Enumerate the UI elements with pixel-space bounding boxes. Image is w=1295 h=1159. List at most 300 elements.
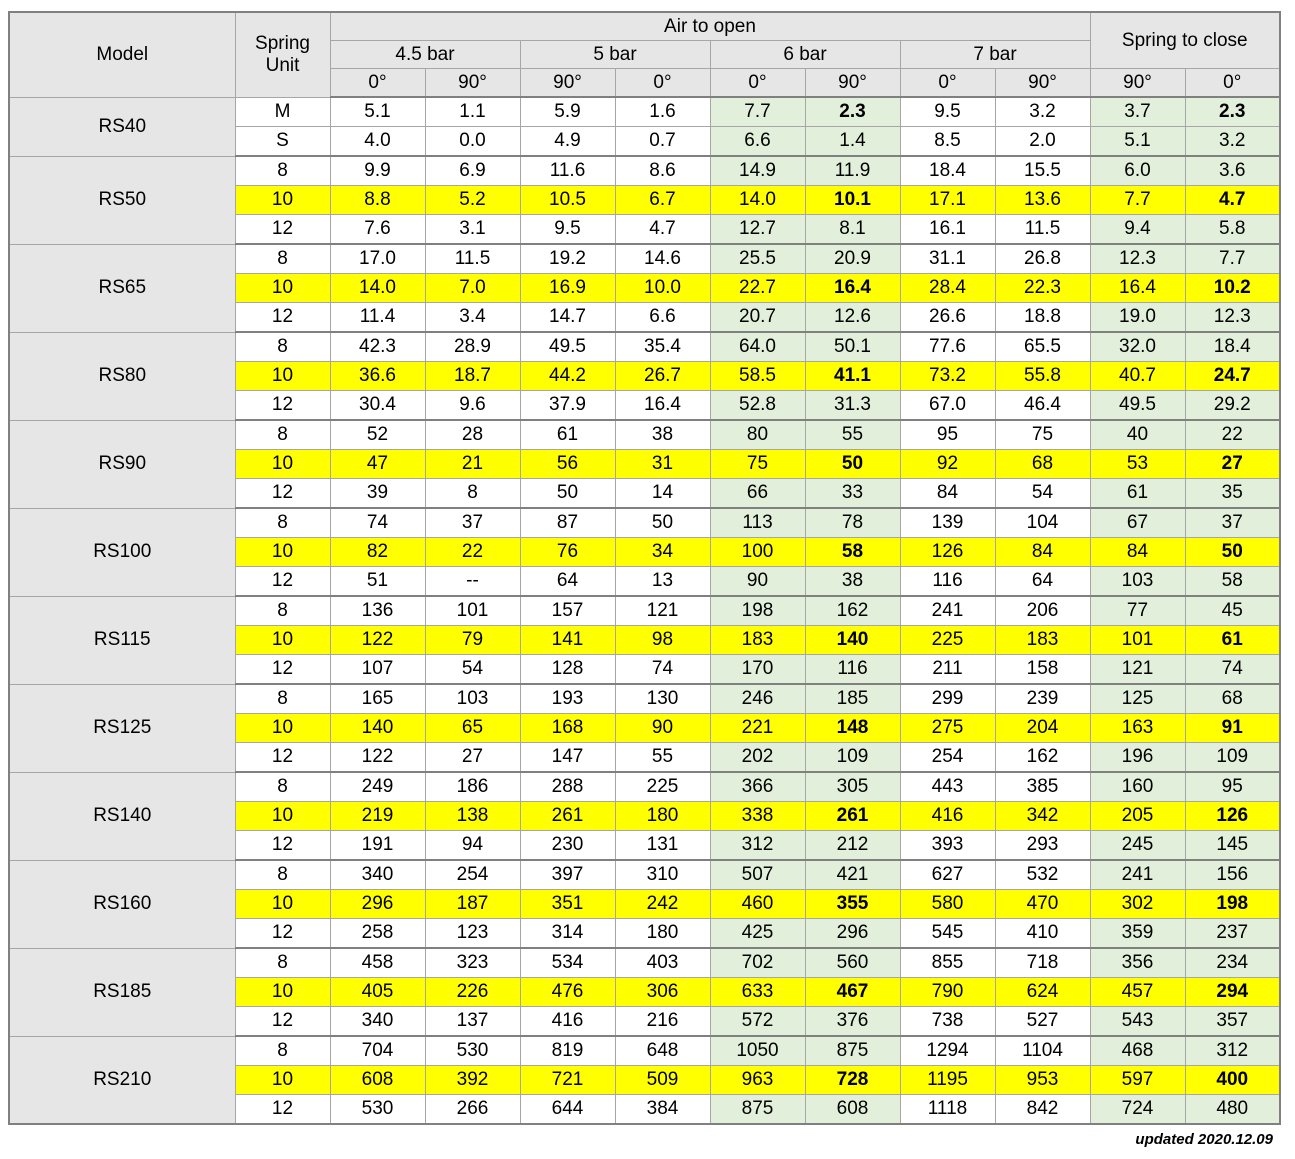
value-cell: 16.4 bbox=[805, 274, 900, 303]
value-cell: 9.9 bbox=[330, 156, 425, 186]
spring-unit-cell: 12 bbox=[235, 215, 330, 245]
model-cell: RS140 bbox=[9, 772, 235, 860]
value-cell: 10.0 bbox=[615, 274, 710, 303]
value-cell: 225 bbox=[900, 626, 995, 655]
value-cell: 31.3 bbox=[805, 391, 900, 421]
value-cell: 359 bbox=[1090, 919, 1185, 949]
value-cell: 480 bbox=[1185, 1095, 1280, 1125]
spring-unit-cell: 8 bbox=[235, 860, 330, 890]
header-angle: 90° bbox=[520, 69, 615, 98]
value-cell: 299 bbox=[900, 684, 995, 714]
value-cell: 963 bbox=[710, 1066, 805, 1095]
value-cell: 19.0 bbox=[1090, 303, 1185, 333]
model-cell: RS80 bbox=[9, 332, 235, 420]
value-cell: 191 bbox=[330, 831, 425, 861]
value-cell: 7.6 bbox=[330, 215, 425, 245]
value-cell: 14.0 bbox=[710, 186, 805, 215]
value-cell: 22 bbox=[425, 538, 520, 567]
value-cell: 2.3 bbox=[1185, 97, 1280, 127]
value-cell: 64 bbox=[995, 567, 1090, 597]
value-cell: 21 bbox=[425, 450, 520, 479]
value-cell: 12.3 bbox=[1185, 303, 1280, 333]
value-cell: 90 bbox=[615, 714, 710, 743]
value-cell: 543 bbox=[1090, 1007, 1185, 1037]
value-cell: 55 bbox=[805, 420, 900, 450]
header-pressure: 6 bar bbox=[710, 41, 900, 69]
value-cell: 84 bbox=[995, 538, 1090, 567]
value-cell: 121 bbox=[615, 596, 710, 626]
value-cell: 79 bbox=[425, 626, 520, 655]
table-row bbox=[9, 508, 1280, 538]
table-row bbox=[9, 684, 1280, 714]
value-cell: 36.6 bbox=[330, 362, 425, 391]
value-cell: 202 bbox=[710, 743, 805, 773]
value-cell: 842 bbox=[995, 1095, 1090, 1125]
value-cell: 608 bbox=[330, 1066, 425, 1095]
value-cell: 58.5 bbox=[710, 362, 805, 391]
value-cell: 18.4 bbox=[900, 156, 995, 186]
value-cell: 74 bbox=[330, 508, 425, 538]
value-cell: 145 bbox=[1185, 831, 1280, 861]
value-cell: 237 bbox=[1185, 919, 1280, 949]
value-cell: 16.4 bbox=[1090, 274, 1185, 303]
value-cell: 323 bbox=[425, 948, 520, 978]
table-row bbox=[9, 244, 1280, 274]
value-cell: 241 bbox=[900, 596, 995, 626]
value-cell: 52 bbox=[330, 420, 425, 450]
spring-unit-cell: 12 bbox=[235, 655, 330, 685]
value-cell: 8 bbox=[425, 479, 520, 509]
table-row bbox=[9, 596, 1280, 626]
value-cell: 458 bbox=[330, 948, 425, 978]
value-cell: 55.8 bbox=[995, 362, 1090, 391]
value-cell: 50 bbox=[1185, 538, 1280, 567]
value-cell: 6.0 bbox=[1090, 156, 1185, 186]
spring-unit-cell: 12 bbox=[235, 831, 330, 861]
value-cell: 58 bbox=[1185, 567, 1280, 597]
value-cell: 9.5 bbox=[520, 215, 615, 245]
value-cell: 627 bbox=[900, 860, 995, 890]
spring-unit-cell: 8 bbox=[235, 332, 330, 362]
value-cell: 160 bbox=[1090, 772, 1185, 802]
value-cell: 1050 bbox=[710, 1036, 805, 1066]
value-cell: 212 bbox=[805, 831, 900, 861]
value-cell: 530 bbox=[425, 1036, 520, 1066]
spring-unit-cell: 10 bbox=[235, 626, 330, 655]
value-cell: 50 bbox=[805, 450, 900, 479]
value-cell: 10.1 bbox=[805, 186, 900, 215]
value-cell: 6.6 bbox=[615, 303, 710, 333]
header-spring-unit-line1: Spring bbox=[255, 32, 310, 54]
value-cell: 14 bbox=[615, 479, 710, 509]
value-cell: 312 bbox=[710, 831, 805, 861]
value-cell: 31 bbox=[615, 450, 710, 479]
value-cell: 45 bbox=[1185, 596, 1280, 626]
value-cell: 22.3 bbox=[995, 274, 1090, 303]
value-cell: 122 bbox=[330, 743, 425, 773]
value-cell: 77.6 bbox=[900, 332, 995, 362]
value-cell: 416 bbox=[900, 802, 995, 831]
value-cell: 230 bbox=[520, 831, 615, 861]
value-cell: 46.4 bbox=[995, 391, 1090, 421]
spring-unit-cell: 10 bbox=[235, 186, 330, 215]
value-cell: 170 bbox=[710, 655, 805, 685]
value-cell: 385 bbox=[995, 772, 1090, 802]
value-cell: 58 bbox=[805, 538, 900, 567]
value-cell: 225 bbox=[615, 772, 710, 802]
value-cell: 1.4 bbox=[805, 127, 900, 157]
value-cell: 357 bbox=[1185, 1007, 1280, 1037]
value-cell: 1104 bbox=[995, 1036, 1090, 1066]
model-cell: RS65 bbox=[9, 244, 235, 332]
value-cell: 296 bbox=[330, 890, 425, 919]
value-cell: 29.2 bbox=[1185, 391, 1280, 421]
value-cell: 249 bbox=[330, 772, 425, 802]
spring-unit-cell: 10 bbox=[235, 802, 330, 831]
value-cell: 116 bbox=[805, 655, 900, 685]
spring-unit-cell: 8 bbox=[235, 772, 330, 802]
value-cell: 14.0 bbox=[330, 274, 425, 303]
value-cell: 221 bbox=[710, 714, 805, 743]
value-cell: 125 bbox=[1090, 684, 1185, 714]
spring-unit-cell: 8 bbox=[235, 244, 330, 274]
value-cell: 468 bbox=[1090, 1036, 1185, 1066]
value-cell: 32.0 bbox=[1090, 332, 1185, 362]
value-cell: 8.1 bbox=[805, 215, 900, 245]
value-cell: 54 bbox=[425, 655, 520, 685]
table-row bbox=[9, 420, 1280, 450]
header-pressure: 4.5 bar bbox=[330, 41, 520, 69]
table-row bbox=[9, 1036, 1280, 1066]
value-cell: 180 bbox=[615, 802, 710, 831]
value-cell: 66 bbox=[710, 479, 805, 509]
value-cell: 128 bbox=[520, 655, 615, 685]
value-cell: 8.5 bbox=[900, 127, 995, 157]
value-cell: 147 bbox=[520, 743, 615, 773]
torque-table bbox=[8, 11, 1281, 1125]
spring-unit-cell: 12 bbox=[235, 919, 330, 949]
value-cell: 17.0 bbox=[330, 244, 425, 274]
value-cell: 875 bbox=[805, 1036, 900, 1066]
value-cell: 403 bbox=[615, 948, 710, 978]
value-cell: 50.1 bbox=[805, 332, 900, 362]
value-cell: 187 bbox=[425, 890, 520, 919]
value-cell: 67 bbox=[1090, 508, 1185, 538]
value-cell: 4.0 bbox=[330, 127, 425, 157]
value-cell: 80 bbox=[710, 420, 805, 450]
value-cell: 30.4 bbox=[330, 391, 425, 421]
value-cell: 40 bbox=[1090, 420, 1185, 450]
value-cell: 3.7 bbox=[1090, 97, 1185, 127]
value-cell: 61 bbox=[1090, 479, 1185, 509]
spring-unit-cell: 12 bbox=[235, 391, 330, 421]
model-cell: RS160 bbox=[9, 860, 235, 948]
spring-unit-cell: 10 bbox=[235, 890, 330, 919]
value-cell: 14.7 bbox=[520, 303, 615, 333]
value-cell: 393 bbox=[900, 831, 995, 861]
value-cell: 340 bbox=[330, 1007, 425, 1037]
value-cell: 73.2 bbox=[900, 362, 995, 391]
value-cell: 239 bbox=[995, 684, 1090, 714]
value-cell: 254 bbox=[900, 743, 995, 773]
value-cell: 702 bbox=[710, 948, 805, 978]
value-cell: 183 bbox=[710, 626, 805, 655]
value-cell: 52.8 bbox=[710, 391, 805, 421]
table-row bbox=[9, 332, 1280, 362]
value-cell: 14.6 bbox=[615, 244, 710, 274]
header-pressure: 5 bar bbox=[520, 41, 710, 69]
value-cell: 39 bbox=[330, 479, 425, 509]
header-angle: 0° bbox=[900, 69, 995, 98]
value-cell: 11.9 bbox=[805, 156, 900, 186]
value-cell: 40.7 bbox=[1090, 362, 1185, 391]
value-cell: 355 bbox=[805, 890, 900, 919]
value-cell: 103 bbox=[425, 684, 520, 714]
value-cell: 7.0 bbox=[425, 274, 520, 303]
value-cell: 1195 bbox=[900, 1066, 995, 1095]
value-cell: 216 bbox=[615, 1007, 710, 1037]
value-cell: 338 bbox=[710, 802, 805, 831]
value-cell: 198 bbox=[1185, 890, 1280, 919]
value-cell: 22 bbox=[1185, 420, 1280, 450]
value-cell: 5.1 bbox=[1090, 127, 1185, 157]
value-cell: 242 bbox=[615, 890, 710, 919]
value-cell: 704 bbox=[330, 1036, 425, 1066]
value-cell: 3.2 bbox=[995, 97, 1090, 127]
value-cell: 425 bbox=[710, 919, 805, 949]
value-cell: 22.7 bbox=[710, 274, 805, 303]
value-cell: 168 bbox=[520, 714, 615, 743]
value-cell: 9.6 bbox=[425, 391, 520, 421]
value-cell: 116 bbox=[900, 567, 995, 597]
value-cell: 156 bbox=[1185, 860, 1280, 890]
model-cell: RS100 bbox=[9, 508, 235, 596]
header-air-to-open: Air to open bbox=[330, 12, 1090, 41]
value-cell: 1.1 bbox=[425, 97, 520, 127]
value-cell: 20.7 bbox=[710, 303, 805, 333]
value-cell: 560 bbox=[805, 948, 900, 978]
value-cell: 9.4 bbox=[1090, 215, 1185, 245]
value-cell: 104 bbox=[995, 508, 1090, 538]
value-cell: 376 bbox=[805, 1007, 900, 1037]
value-cell: 875 bbox=[710, 1095, 805, 1125]
value-cell: 28.4 bbox=[900, 274, 995, 303]
value-cell: 74 bbox=[1185, 655, 1280, 685]
value-cell: 82 bbox=[330, 538, 425, 567]
model-cell: RS40 bbox=[9, 97, 235, 156]
value-cell: 211 bbox=[900, 655, 995, 685]
value-cell: 95 bbox=[1185, 772, 1280, 802]
spring-unit-cell: 10 bbox=[235, 450, 330, 479]
spring-unit-cell: 12 bbox=[235, 743, 330, 773]
value-cell: 95 bbox=[900, 420, 995, 450]
value-cell: 34 bbox=[615, 538, 710, 567]
value-cell: 443 bbox=[900, 772, 995, 802]
header-angle: 90° bbox=[805, 69, 900, 98]
value-cell: 50 bbox=[520, 479, 615, 509]
value-cell: 855 bbox=[900, 948, 995, 978]
table-row bbox=[9, 156, 1280, 186]
value-cell: 113 bbox=[710, 508, 805, 538]
value-cell: 92 bbox=[900, 450, 995, 479]
value-cell: 421 bbox=[805, 860, 900, 890]
spring-unit-cell: 10 bbox=[235, 274, 330, 303]
value-cell: 186 bbox=[425, 772, 520, 802]
value-cell: 26.7 bbox=[615, 362, 710, 391]
model-cell: RS115 bbox=[9, 596, 235, 684]
model-cell: RS210 bbox=[9, 1036, 235, 1124]
value-cell: 7.7 bbox=[1090, 186, 1185, 215]
spring-unit-cell: 10 bbox=[235, 362, 330, 391]
value-cell: 140 bbox=[805, 626, 900, 655]
value-cell: 1118 bbox=[900, 1095, 995, 1125]
model-cell: RS185 bbox=[9, 948, 235, 1036]
value-cell: 819 bbox=[520, 1036, 615, 1066]
value-cell: 6.6 bbox=[710, 127, 805, 157]
value-cell: 123 bbox=[425, 919, 520, 949]
header-angle: 90° bbox=[995, 69, 1090, 98]
spring-unit-cell: 8 bbox=[235, 684, 330, 714]
value-cell: 460 bbox=[710, 890, 805, 919]
value-cell: 384 bbox=[615, 1095, 710, 1125]
value-cell: 56 bbox=[520, 450, 615, 479]
value-cell: 5.2 bbox=[425, 186, 520, 215]
value-cell: 457 bbox=[1090, 978, 1185, 1007]
value-cell: 27 bbox=[1185, 450, 1280, 479]
value-cell: 61 bbox=[520, 420, 615, 450]
value-cell: 254 bbox=[425, 860, 520, 890]
value-cell: 131 bbox=[615, 831, 710, 861]
value-cell: 527 bbox=[995, 1007, 1090, 1037]
value-cell: 4.7 bbox=[1185, 186, 1280, 215]
value-cell: 25.5 bbox=[710, 244, 805, 274]
value-cell: 136 bbox=[330, 596, 425, 626]
header-pressure: 7 bar bbox=[900, 41, 1090, 69]
value-cell: 18.7 bbox=[425, 362, 520, 391]
header-model: Model bbox=[9, 12, 235, 97]
value-cell: 405 bbox=[330, 978, 425, 1007]
value-cell: 245 bbox=[1090, 831, 1185, 861]
value-cell: 35.4 bbox=[615, 332, 710, 362]
value-cell: 122 bbox=[330, 626, 425, 655]
value-cell: 534 bbox=[520, 948, 615, 978]
value-cell: 61 bbox=[1185, 626, 1280, 655]
value-cell: 17.1 bbox=[900, 186, 995, 215]
value-cell: 138 bbox=[425, 802, 520, 831]
value-cell: 84 bbox=[1090, 538, 1185, 567]
value-cell: 33 bbox=[805, 479, 900, 509]
value-cell: 137 bbox=[425, 1007, 520, 1037]
updated-note: updated 2020.12.09 bbox=[1135, 1131, 1273, 1148]
value-cell: 644 bbox=[520, 1095, 615, 1125]
spring-unit-cell: S bbox=[235, 127, 330, 157]
value-cell: 530 bbox=[330, 1095, 425, 1125]
value-cell: 109 bbox=[1185, 743, 1280, 773]
value-cell: 4.9 bbox=[520, 127, 615, 157]
value-cell: 126 bbox=[900, 538, 995, 567]
value-cell: 3.4 bbox=[425, 303, 520, 333]
value-cell: 76 bbox=[520, 538, 615, 567]
value-cell: 12.6 bbox=[805, 303, 900, 333]
value-cell: 42.3 bbox=[330, 332, 425, 362]
value-cell: 162 bbox=[805, 596, 900, 626]
value-cell: 126 bbox=[1185, 802, 1280, 831]
value-cell: 107 bbox=[330, 655, 425, 685]
value-cell: 16.1 bbox=[900, 215, 995, 245]
value-cell: 78 bbox=[805, 508, 900, 538]
value-cell: 8.8 bbox=[330, 186, 425, 215]
spring-unit-cell: M bbox=[235, 97, 330, 127]
value-cell: 580 bbox=[900, 890, 995, 919]
spring-unit-cell: 8 bbox=[235, 1036, 330, 1066]
value-cell: 16.9 bbox=[520, 274, 615, 303]
value-cell: 718 bbox=[995, 948, 1090, 978]
value-cell: 11.6 bbox=[520, 156, 615, 186]
spring-unit-cell: 8 bbox=[235, 948, 330, 978]
header-angle: 0° bbox=[1185, 69, 1280, 98]
value-cell: 2.0 bbox=[995, 127, 1090, 157]
value-cell: 65 bbox=[425, 714, 520, 743]
value-cell: 47 bbox=[330, 450, 425, 479]
value-cell: 68 bbox=[1185, 684, 1280, 714]
value-cell: 205 bbox=[1090, 802, 1185, 831]
header-angle: 90° bbox=[1090, 69, 1185, 98]
spring-unit-cell: 8 bbox=[235, 508, 330, 538]
value-cell: 37.9 bbox=[520, 391, 615, 421]
value-cell: 130 bbox=[615, 684, 710, 714]
value-cell: 261 bbox=[520, 802, 615, 831]
value-cell: 101 bbox=[425, 596, 520, 626]
value-cell: 28.9 bbox=[425, 332, 520, 362]
value-cell: 206 bbox=[995, 596, 1090, 626]
value-cell: 6.9 bbox=[425, 156, 520, 186]
value-cell: 545 bbox=[900, 919, 995, 949]
value-cell: 275 bbox=[900, 714, 995, 743]
value-cell: 37 bbox=[425, 508, 520, 538]
value-cell: 158 bbox=[995, 655, 1090, 685]
value-cell: 410 bbox=[995, 919, 1090, 949]
value-cell: 91 bbox=[1185, 714, 1280, 743]
value-cell: 366 bbox=[710, 772, 805, 802]
value-cell: 193 bbox=[520, 684, 615, 714]
value-cell: 140 bbox=[330, 714, 425, 743]
value-cell: 9.5 bbox=[900, 97, 995, 127]
value-cell: 8.6 bbox=[615, 156, 710, 186]
value-cell: 219 bbox=[330, 802, 425, 831]
value-cell: 49.5 bbox=[1090, 391, 1185, 421]
value-cell: 84 bbox=[900, 479, 995, 509]
table-row bbox=[9, 772, 1280, 802]
spring-unit-cell: 8 bbox=[235, 420, 330, 450]
table-header bbox=[9, 12, 1280, 97]
value-cell: 101 bbox=[1090, 626, 1185, 655]
value-cell: 165 bbox=[330, 684, 425, 714]
value-cell: 3.1 bbox=[425, 215, 520, 245]
value-cell: 241 bbox=[1090, 860, 1185, 890]
value-cell: 790 bbox=[900, 978, 995, 1007]
value-cell: 728 bbox=[805, 1066, 900, 1095]
header-angle: 0° bbox=[330, 69, 425, 98]
value-cell: 6.7 bbox=[615, 186, 710, 215]
spring-unit-cell: 12 bbox=[235, 1007, 330, 1037]
value-cell: 148 bbox=[805, 714, 900, 743]
value-cell: 41.1 bbox=[805, 362, 900, 391]
value-cell: 226 bbox=[425, 978, 520, 1007]
spring-unit-cell: 12 bbox=[235, 567, 330, 597]
value-cell: 180 bbox=[615, 919, 710, 949]
value-cell: 103 bbox=[1090, 567, 1185, 597]
spring-unit-cell: 10 bbox=[235, 714, 330, 743]
